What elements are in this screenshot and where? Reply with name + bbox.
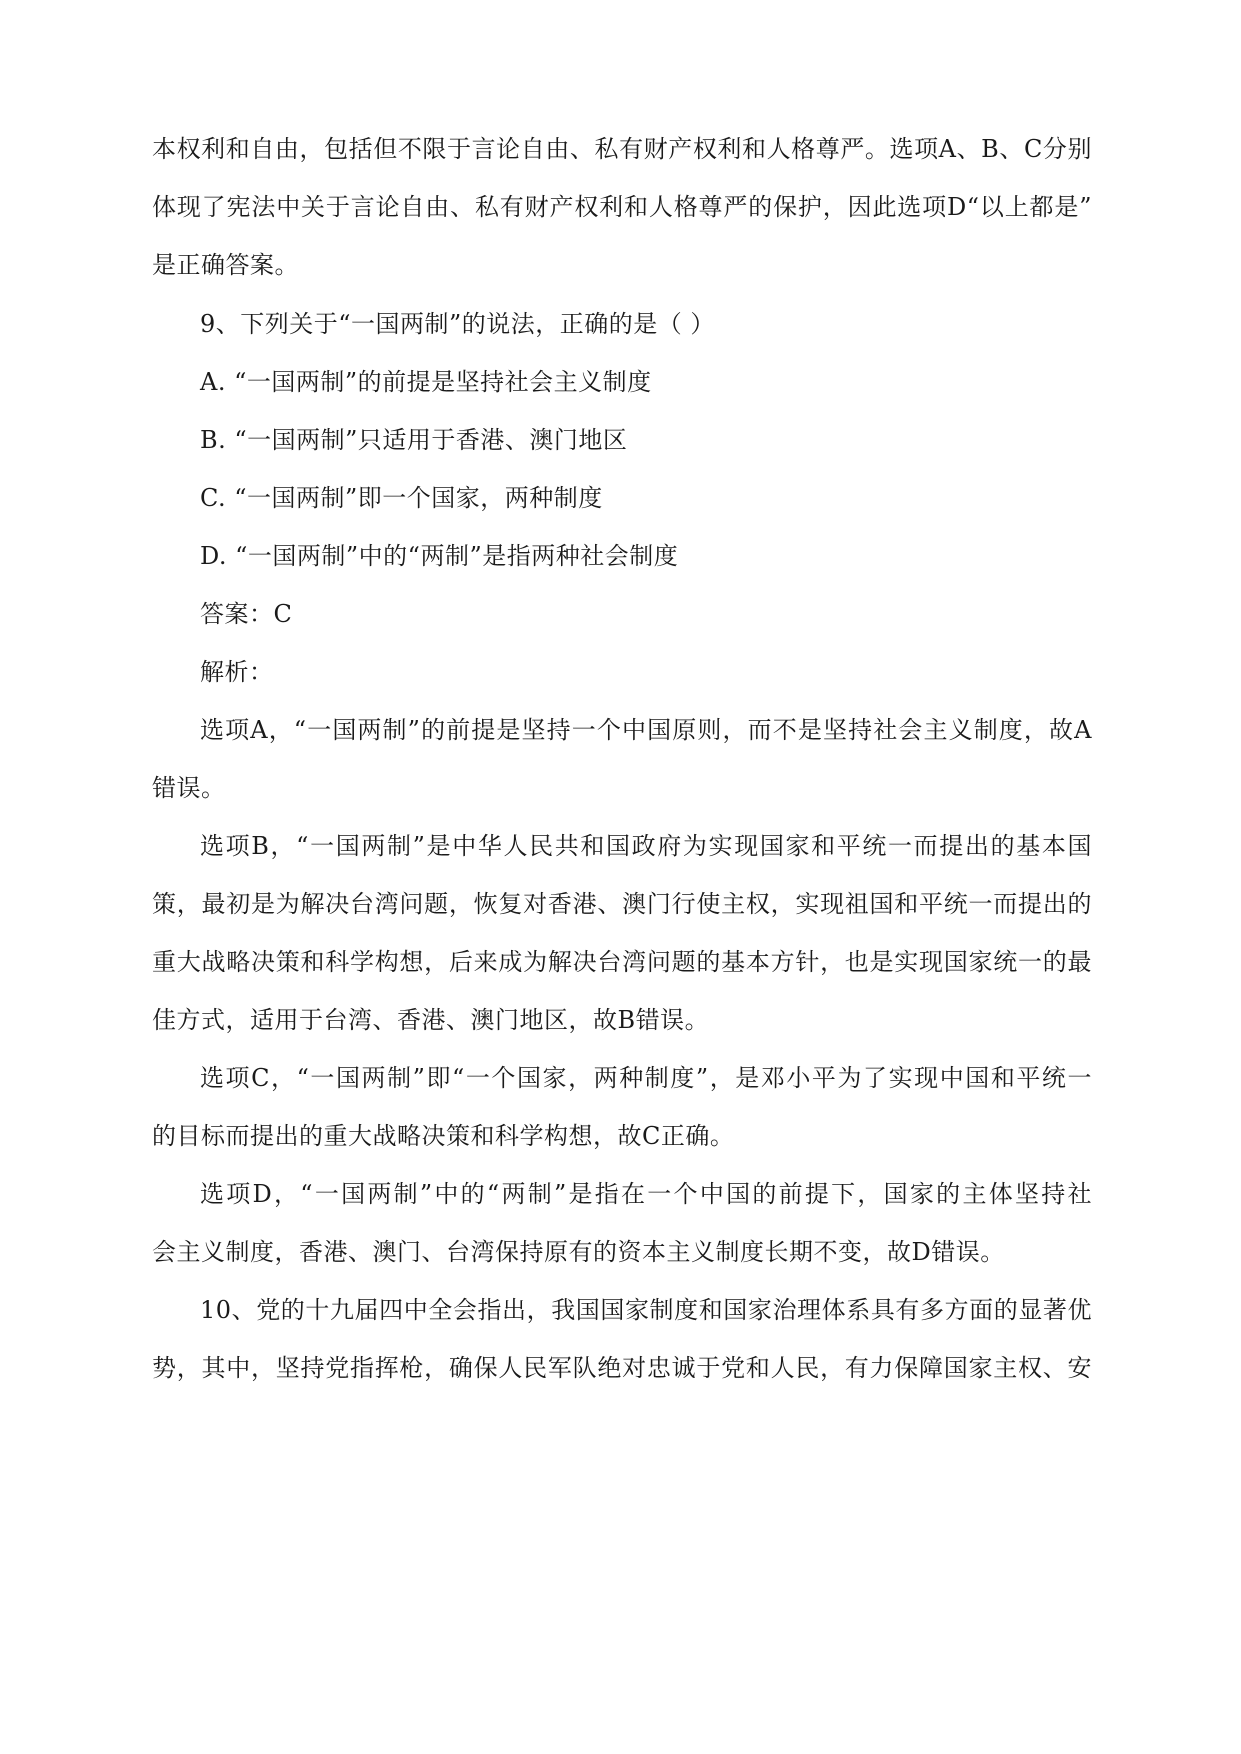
- intro-line-1: 本权利和自由，包括但不限于言论自由、私有财产权利和人格尊严。选项A、B、C分别: [152, 135, 1092, 163]
- analysis-a-line-2: 错误。: [152, 774, 226, 802]
- question-9-option-d: D. “一国两制”中的“两制”是指两种社会制度: [200, 542, 679, 570]
- analysis-b-line-2: 策，最初是为解决台湾问题，恢复对香港、澳门行使主权，实现祖国和平统一而提出的: [152, 890, 1092, 918]
- question-9-option-b: B. “一国两制”只适用于香港、澳门地区: [200, 426, 628, 454]
- question-10-line-2: 势，其中，坚持党指挥枪，确保人民军队绝对忠诚于党和人民，有力保障国家主权、安: [152, 1354, 1092, 1382]
- analysis-b-line-3: 重大战略决策和科学构想，后来成为解决台湾问题的基本方针，也是实现国家统一的最: [152, 948, 1092, 976]
- question-9-analysis-label: 解析：: [200, 658, 274, 686]
- intro-line-3: 是正确答案。: [152, 251, 299, 279]
- analysis-a-line-1: 选项A，“一国两制”的前提是坚持一个中国原则，而不是坚持社会主义制度，故A: [200, 716, 1092, 744]
- analysis-d-line-2: 会主义制度，香港、澳门、台湾保持原有的资本主义制度长期不变，故D错误。: [152, 1238, 1005, 1266]
- question-9-option-a: A. “一国两制”的前提是坚持社会主义制度: [200, 368, 652, 396]
- analysis-d-line-1: 选项D，“一国两制”中的“两制”是指在一个中国的前提下，国家的主体坚持社: [200, 1180, 1092, 1208]
- analysis-c-line-2: 的目标而提出的重大战略决策和科学构想，故C正确。: [152, 1122, 735, 1150]
- intro-line-2: 体现了宪法中关于言论自由、私有财产权利和人格尊严的保护，因此选项D“以上都是”: [152, 193, 1092, 221]
- question-9-option-c: C. “一国两制”即一个国家，两种制度: [200, 484, 603, 512]
- analysis-b-line-1: 选项B，“一国两制”是中华人民共和国政府为实现国家和平统一而提出的基本国: [200, 832, 1092, 860]
- question-10-line-1: 10、党的十九届四中全会指出，我国国家制度和国家治理体系具有多方面的显著优: [200, 1296, 1092, 1324]
- analysis-b-line-4: 佳方式，适用于台湾、香港、澳门地区，故B错误。: [152, 1006, 710, 1034]
- question-9-stem: 9、下列关于“一国两制”的说法，正确的是（ ）: [200, 310, 715, 338]
- analysis-c-line-1: 选项C，“一国两制”即“一个国家，两种制度”，是邓小平为了实现中国和平统一: [200, 1064, 1092, 1092]
- question-9-answer: 答案：C: [200, 600, 293, 628]
